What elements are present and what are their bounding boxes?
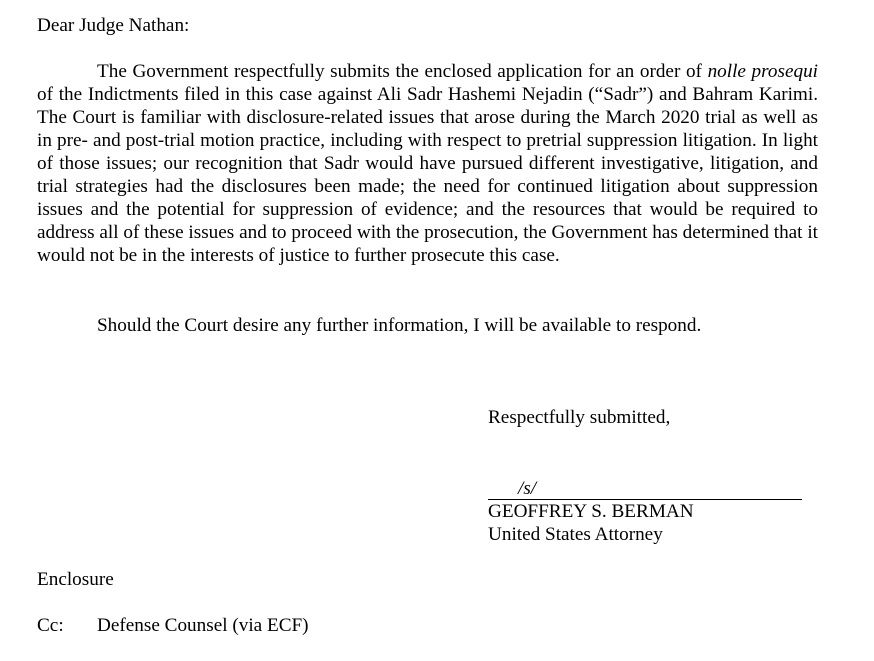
signature-regards: Respectfully submitted,	[488, 407, 671, 428]
signer-title: United States Attorney	[488, 524, 663, 545]
cc-recipients: Defense Counsel (via ECF)	[97, 615, 309, 636]
signer-name: GEOFFREY S. BERMAN	[488, 501, 694, 522]
enclosure-note: Enclosure	[37, 569, 114, 590]
salutation: Dear Judge Nathan:	[37, 15, 190, 36]
cc-label: Cc:	[37, 615, 64, 636]
signature-block	[488, 406, 802, 545]
closing-paragraph: Should the Court desire any further information, I will be available to respond.	[97, 315, 702, 336]
signature-mark: /s/	[518, 478, 537, 499]
body-latin-term: nolle prosequi	[707, 61, 819, 82]
body-rest: of the Indictments filed in this case against Ali Sadr Hashemi Nejadin (“Sadr”) and Bahram Karimi. The Court is familiar with disclosure-related issues that arose during the March 2020 trial as well as in pre- and post-trial motion practice, including with respect to pretrial suppression litigation. In light of those issues; our recognition that Sadr would have pursued different investigative, litigation, and trial strategies had the disclosures been made; the need for continued litigation about suppression issues and the potential for suppression of evidence; and the resources that would be required to address all of these issues and to proceed with the prosecution, the Government has determined that it would not be in the interests of justice to further prosecute this case.	[37, 84, 818, 266]
body-intro: The Government respectfully submits the enclosed application for an order of	[97, 61, 702, 82]
body-paragraph	[37, 60, 818, 267]
